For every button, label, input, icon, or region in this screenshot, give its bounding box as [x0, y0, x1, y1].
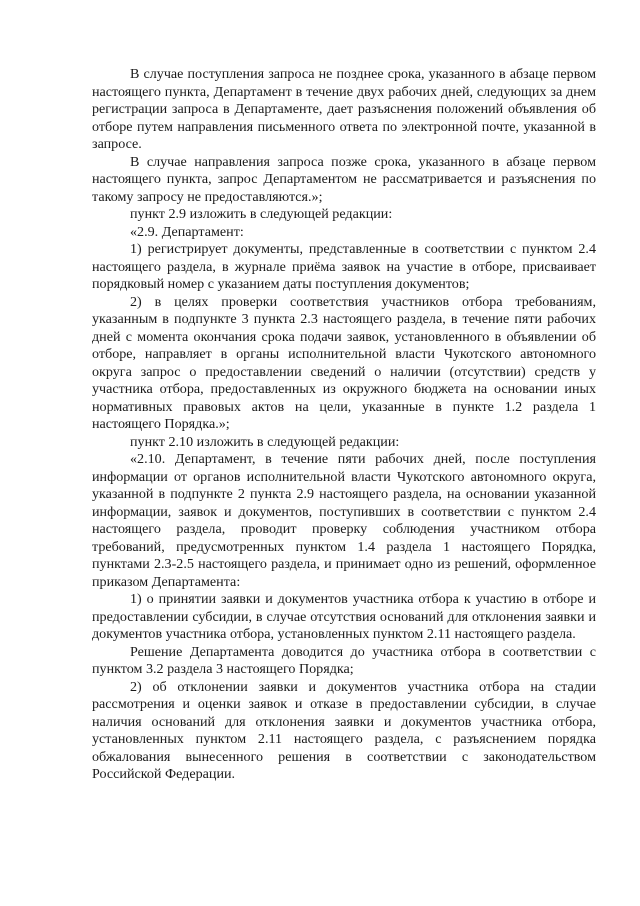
paragraph-request-after-deadline: В случае направления запроса позже срока, указанного в абзаце первом настоящего пункта, запрос Департаментом не рассматривается и разъяснения по такому запросу не предоставляются.»;: [92, 153, 596, 205]
paragraph-item-2-10-intro: пункт 2.10 изложить в следующей редакции:: [130, 433, 400, 450]
paragraph-item-2-10-body: «2.10. Департамент, в течение пяти рабочих дней, после поступления информации от органов исполнительной власти Чукотского автономного округа, указанной в подпункте 2 пункта 2.9 настоящего раздела, на основании указанной информации, заявок и документов, поступивших в соответствии с пунктом 2.4 настоящего раздела, проводит проверку соблюдения участником отбора требований, предусмотренных пунктом 1.4 раздела 1 настоящего Порядка, пунктами 2.3-2.5 настоящего раздела, и принимает одно из решений, оформленное приказом Департамента:: [92, 451, 596, 590]
paragraph-item-2-10-sub-2: 2) об отклонении заявки и документов участника отбора на стадии рассмотрения и оценки заявок и отказе в предоставлении субсидии, в случае наличия оснований для отклонения заявки и документов участника отбора, установленных пунктом 2.11 настоящего раздела, с разъяснением порядка обжалования вынесенного решения в соответствии с законодательством Российской Федерации.: [92, 678, 596, 782]
paragraph-item-2-9-sub-2: 2) в целях проверки соответствия участников отбора требованиям, указанным в подпункте 3 пункта 2.3 настоящего раздела, в течение пяти рабочих дней с момента окончания срока подачи заявок, установленного в объявлении об отборе, направляет в органы исполнительной власти Чукотского автономного округа запрос о предоставлении сведений о наличии (отсутствии) средств у участника отбора, предоставленных из окружного бюджета на основании иных нормативных правовых актов на цели, указанные в пункте 1.2 раздела 1 настоящего Порядка.»;: [92, 293, 596, 432]
paragraph-item-2-9-sub-1: 1) регистрирует документы, представленные в соответствии с пунктом 2.4 настоящего раздела, в журнале приёма заявок на участие в отборе, присваивает порядковый номер с указанием даты поступления документов;: [92, 241, 596, 292]
paragraph-item-2-9-intro: пункт 2.9 изложить в следующей редакции:: [130, 206, 393, 222]
paragraph-item-2-10-sub-1: 1) о принятии заявки и документов участника отбора к участию в отборе и предоставлении субсидии, в случае отсутствия оснований для отклонения заявки и документов участника отбора, установленных пунктом 2.11 настоящего раздела.: [92, 591, 596, 642]
paragraph-decision-notice: Решение Департамента доводится до участника отбора в соответствии с пунктом 3.2 раздела 3 настоящего Порядка;: [92, 643, 596, 677]
paragraph-item-2-9-heading: «2.9. Департамент:: [130, 223, 244, 240]
paragraph-request-before-deadline: В случае поступления запроса не позднее срока, указанного в абзаце первом настоящего пункта, Департамент в течение двух рабочих дней, следующих за днем регистрации запроса в Департаменте, дает разъяснения положений объявления об отборе путем направления письменного ответа по электронной почте, указанной в запросе.: [92, 66, 596, 152]
document-page: [92, 66, 596, 784]
